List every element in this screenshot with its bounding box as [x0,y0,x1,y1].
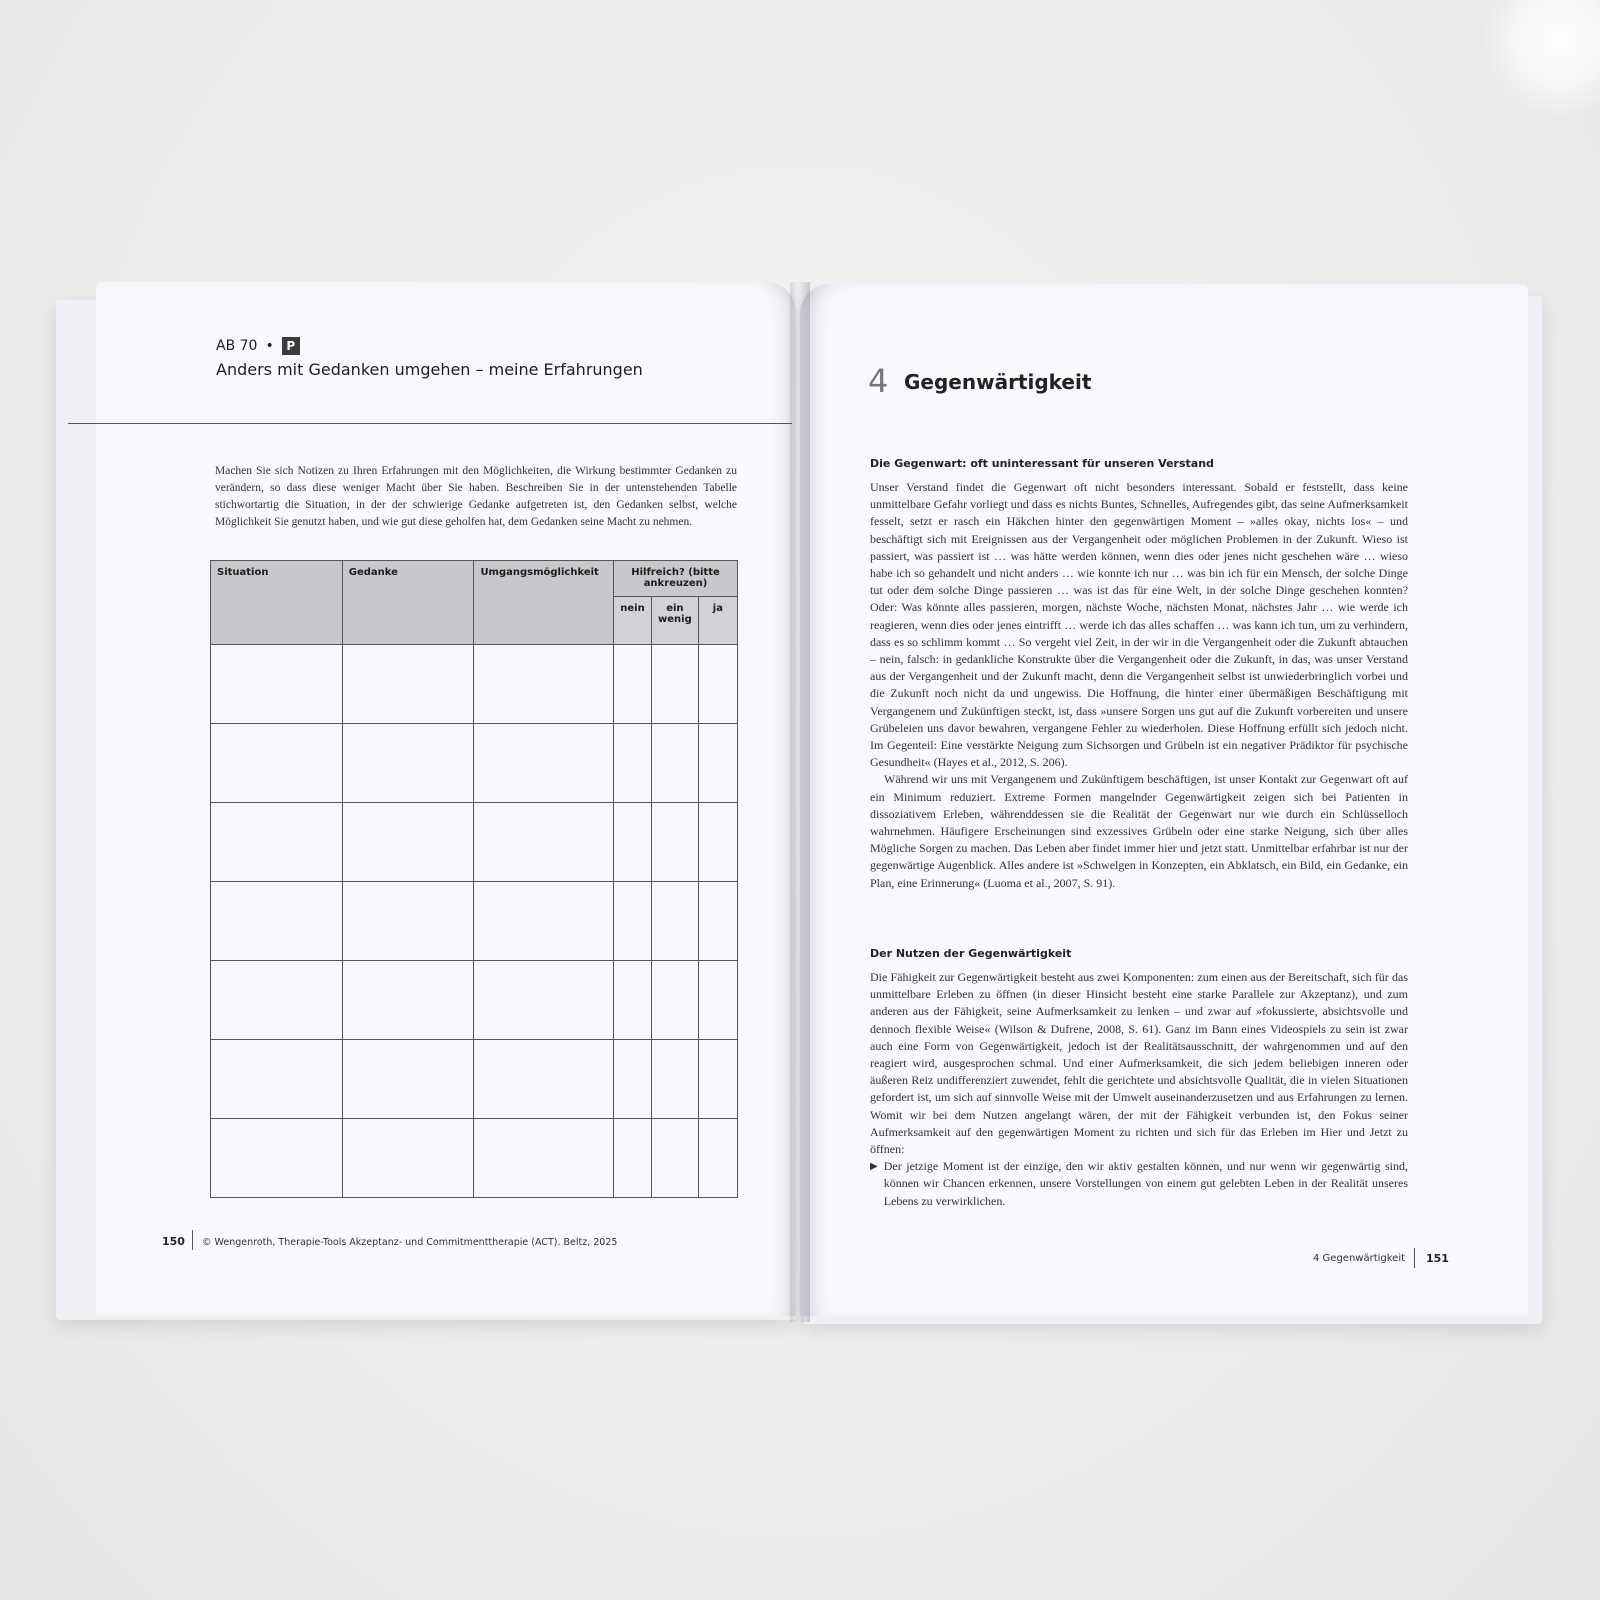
checkbox-cell[interactable] [652,724,699,803]
table-cell[interactable] [342,724,474,803]
table-cell[interactable] [474,1040,614,1119]
running-footer: 4 Gegenwärtigkeit [1313,1253,1406,1264]
table-cell[interactable] [474,1119,614,1198]
col-header-helpful: Hilfreich? (bitte ankreuzen) [614,561,738,597]
checkbox-cell[interactable] [614,882,652,961]
checkbox-cell[interactable] [614,645,652,724]
table-cell[interactable] [211,1119,343,1198]
table-cell[interactable] [474,724,614,803]
checkbox-cell[interactable] [652,882,699,961]
copyright-line: © Wengenroth, Therapie-Tools Akzeptanz- und Commitmenttherapie (ACT). Beltz, 2025 [202,1237,618,1248]
triangle-bullet-icon: ▶ [870,1161,878,1173]
table-cell[interactable] [342,645,474,724]
header-divider [68,423,792,424]
col-header-nein: nein [614,597,652,645]
checkbox-cell[interactable] [652,645,699,724]
checkbox-cell[interactable] [614,1040,652,1119]
table-cell[interactable] [474,645,614,724]
bullet-dot: • [265,338,274,354]
checkbox-cell[interactable] [698,882,737,961]
footer-divider [192,1230,193,1250]
col-header-ja: ja [698,597,737,645]
worksheet-title: Anders mit Gedanken umgehen – meine Erfahrungen [216,360,643,379]
table-cell[interactable] [211,724,343,803]
checkbox-cell[interactable] [698,1119,737,1198]
table-cell[interactable] [211,882,343,961]
left-page-number: 150 [162,1235,185,1248]
checkbox-cell[interactable] [698,724,737,803]
checkbox-cell[interactable] [652,1119,699,1198]
table-cell[interactable] [342,1119,474,1198]
paragraph: Die Fähigkeit zur Gegenwärtigkeit besteht aus zwei Komponenten: zum einen aus der Bereitschaft, sich für das unmittelbare Erleben zu öffnen (in dieser Hinsicht besteht eine starke Parallele zur Akzeptanz), und zum anderen aus der Fähigkeit, seine Aufmerksamkeit zu lenken – und zwar auf »fokussierte, absichtsvolle und dennoch flexible Weise« (Wilson & Dufrene, 2008, S. 61). Ganz im Bann eines Videospiels zu sein ist zwar auch eine Form von Gegenwärtigkeit, jedoch ist der Realitätsausschnitt, der wahrgenommen und auf den reagiert wird, ausgesprochen schmal. Und einer Aufmerksamkeit, die sich jedem beliebigen inneren oder äußeren Reiz undifferenziert zuwendet, fehlt die gerichtete und absichtsvolle Qualität, die in vielen Situationen gefordert ist, um sich auf sinnvolle Weise mit der Umwelt auseinanderzusetzen und aus Erfahrungen zu lernen. Womit wir bei dem Nutzen angelangt wären, der mit der Fähigkeit verbunden ist, den Fokus seiner Aufmerksamkeit auf den gegenwärtigen Moment zu richten und sich für das Erleben im Hier und Jetzt zu öffnen: [870,970,1408,1157]
table-row [211,1040,738,1119]
table-cell[interactable] [211,1040,343,1119]
col-header-umgang: Umgangsmöglichkeit [474,561,614,645]
checkbox-cell[interactable] [698,961,737,1040]
checkbox-cell[interactable] [652,803,699,882]
chapter-title: Gegenwärtigkeit [904,370,1092,394]
col-header-situation: Situation [211,561,343,645]
table-row [211,882,738,961]
table-cell[interactable] [211,961,343,1040]
section-2-body [870,969,1408,1210]
section-heading-1: Die Gegenwart: oft uninteressant für unseren Verstand [870,457,1214,470]
p-badge-icon: P [282,337,300,355]
checkbox-cell[interactable] [652,1040,699,1119]
section-heading-2: Der Nutzen der Gegenwärtigkeit [870,947,1072,960]
chapter-number: 4 [868,362,889,400]
table-row [211,1119,738,1198]
col-header-ein-wenig: ein wenig [652,597,699,645]
table-cell[interactable] [474,882,614,961]
worksheet-header [216,337,300,355]
checkbox-cell[interactable] [614,1119,652,1198]
checkbox-cell[interactable] [698,1040,737,1119]
checkbox-cell[interactable] [698,645,737,724]
bullet-item [870,1158,1408,1210]
table-row [211,961,738,1040]
table-cell[interactable] [342,803,474,882]
worksheet-table [210,560,738,1198]
table-cell[interactable] [342,882,474,961]
footer-divider [1414,1248,1415,1268]
checkbox-cell[interactable] [614,803,652,882]
checkbox-cell[interactable] [698,803,737,882]
table-cell[interactable] [342,1040,474,1119]
paragraph: Während wir uns mit Vergangenem und Zukünftigem beschäftigen, ist unser Kontakt zur Gegenwart oft auf ein Minimum reduziert. Extreme Formen mangelnder Gegenwärtigkeit zeigen sich bei Patienten in dissoziativem Erleben, währenddessen sie die Realität der Gegenwart nur wie durch ein Schlüsselloch wahrnehmen. Häufigere Erscheinungen sind exzessives Grübeln oder eine starke Neigung, sich über alles Mögliche Sorgen zu machen. Das Leben aber findet immer hier und jetzt statt. Unmittelbar erfahrbar ist nur der gegenwärtige Augenblick. Alles andere ist »Schwelgen in Konzepten, ein Abklatsch, ein Bild, ein Gedanke, ein Plan, eine Erinnerung« (Luoma et al., 2007, S. 91). [870,772,1408,890]
section-1-body [870,479,1408,892]
table-row [211,724,738,803]
table-cell[interactable] [342,961,474,1040]
table-cell[interactable] [474,961,614,1040]
right-page-number: 151 [1426,1252,1449,1265]
worksheet-intro: Machen Sie sich Notizen zu Ihren Erfahrungen mit den Möglichkeiten, die Wirkung bestimmter Gedanken zu verändern, so dass diese weniger Macht über Sie haben. Beschreiben Sie in der untenstehenden Tabelle stichwortartig die Situation, in der der schwierige Gedanke aufgetreten ist, den Gedanken selbst, welche Möglichkeit Sie genutzt haben, und wie gut diese geholfen hat, dem Gedanken seine Macht zu nehmen. [215,465,737,528]
table-cell[interactable] [474,803,614,882]
paragraph: Unser Verstand findet die Gegenwart oft nicht besonders interessant. Sobald er feststellt, dass keine unmittelbare Gefahr vorliegt und dass es nichts Buntes, Schnelles, Aufregendes gibt, das seine Aufmerksamkeit fesselt, setzt er rasch ein Häkchen hinter den gegenwärtigen Moment – »alles okay, nichts los« – und beschäftigt sich mit Ereignissen aus der Vergangenheit oder möglichen Problemen in der Zukunft. Wieso ist passiert, was passiert ist … was hätte werden können, wenn dies oder jenes nicht geschehen wäre … wieso habe ich so gehandelt und nicht anders … wie konnte ich nur … was bin ich für ein Mensch, der solche Dinge tut oder dem solche Dinge passieren … was ist das für eine Welt, in der solche Dinge geschehen konnten? Oder: Was könnte alles passieren, morgen, nächste Woche, nächsten Monat, nächstes Jahr … wie werde ich reagieren, wenn dies oder jenes eintrifft … werde ich das alles schaffen … was kann ich tun, um zu verhindern, dass es so schlimm kommt … So vergeht viel Zeit, in der wir in die Vergangenheit oder die Zukunft abtauchen – nein, falsch: in gedankliche Konstrukte über die Vergangenheit oder die Zukunft, in das, was unser Verstand aus der Vergangenheit und der Zukunft macht, denn die Vergangenheit selbst ist unwiederbringlich vorbei und die Zukunft noch nicht da und ungewiss. Die Hoffnung, die hinter einer übermäßigen Beschäftigung mit Vergangenem und Zukünftigen steckt, ist, dass »unsere Sorgen uns gut auf die Zukunft vorbereiten und unsere Grübeleien uns davor bewahren, vergangene Fehler zu wiederholen. Diese Hoffnung erfüllt sich jedoch nicht. Im Gegenteil: Eine verstärkte Neigung zum Sichsorgen und Grübeln ist ein negativer Prädiktor für psychische Gesundheit« (Hayes et al., 2012, S. 206). [870,480,1408,770]
table-row [211,645,738,724]
bullet-text: Der jetzige Moment ist der einzige, den wir aktiv gestalten können, und nur wenn wir gegenwärtig sind, können wir Chancen erkennen, unsere Vorstellungen von einem gut gelebten Leben in der Realität unseres Lebens zu verwirklichen. [883,1159,1408,1208]
table-cell[interactable] [211,803,343,882]
checkbox-cell[interactable] [652,961,699,1040]
table-cell[interactable] [211,645,343,724]
worksheet-code: AB 70 [216,338,258,354]
table-row [211,803,738,882]
checkbox-cell[interactable] [614,724,652,803]
col-header-gedanke: Gedanke [342,561,474,645]
checkbox-cell[interactable] [614,961,652,1040]
book-gutter [790,282,810,1322]
